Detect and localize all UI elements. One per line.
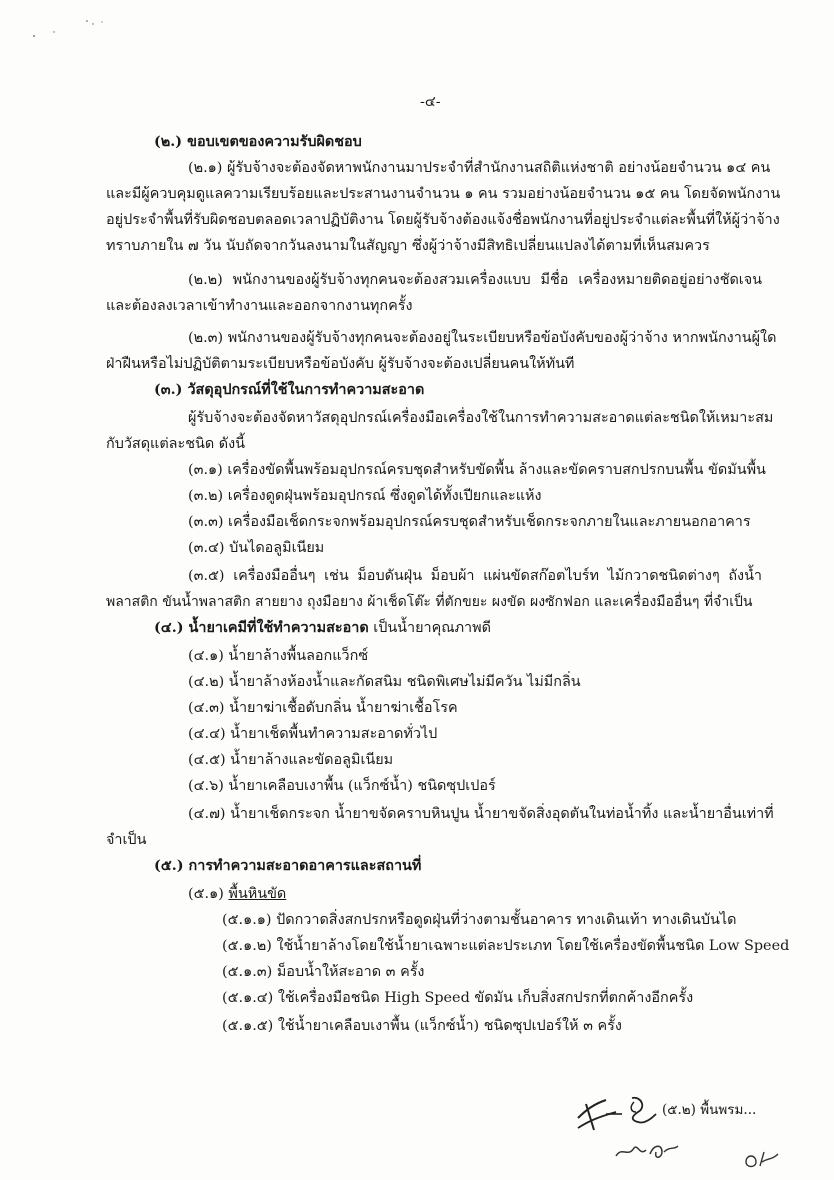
s5-item-5: (๕.๑.๕) ใช้น้ำยาเคลือบเงาพื้น (แว็กซ์น้ำ) ชนิดซุปเปอร์ให้ ๓ ครั้ง [222, 1018, 622, 1034]
s2-p2-line2: และต้องลงเวลาเข้าทำงานและออกจากงานทุกครั้ง [106, 298, 413, 314]
section-2-heading: (๒.) ขอบเขตของความรับผิดชอบ [154, 133, 362, 150]
section-3-heading: (๓.) วัสดุอุปกรณ์ที่ใช้ในการทำความสะอาด [154, 381, 425, 398]
s3-item-5-line1: (๓.๕) เครื่องมืออื่นๆ เช่น ม็อบดันฝุ่น ม็อบผ้า แผ่นขัดสก๊อตไบร์ท ไม้กวาดชนิดต่างๆ ถังน้ำ [188, 568, 762, 584]
section-4-heading-row [154, 618, 491, 638]
s3-intro-line1: ผู้รับจ้างจะต้องจัดหาวัสดุอุปกรณ์เครื่องมือเครื่องใช้ในการทำความสะอาดแต่ละชนิดให้เหมาะสม [188, 410, 774, 426]
continuation-text: (๕.๒) พื้นพรม... [662, 1102, 757, 1118]
s5-sub1-number: (๕.๑) [188, 886, 224, 902]
section-5-heading: (๕.) การทำความสะอาดอาคารและสถานที่ [154, 857, 422, 874]
scan-specks [32, 18, 112, 48]
section-4-heading: (๔.) น้ำยาเคมีที่ใช้ทำความสะอาด [154, 619, 369, 636]
s2-p1-line1: (๒.๑) ผู้รับจ้างจะต้องจัดหาพนักงานมาประจำที่สำนักงานสถิติแห่งชาติ อย่างน้อยจำนวน ๑๔ คน [188, 160, 771, 176]
handwritten-initials [612, 1136, 692, 1166]
s4-item-4: (๔.๔) น้ำยาเช็ดพื้นทำความสะอาดทั่วไป [188, 726, 438, 742]
s5-item-3: (๕.๑.๓) ม็อบน้ำให้สะอาด ๓ ครั้ง [222, 964, 425, 980]
s3-item-2: (๓.๒) เครื่องดูดฝุ่นพร้อมอุปกรณ์ ซึ่งดูดได้ทั้งเปียกและแห้ง [188, 488, 542, 504]
s4-item-5: (๔.๕) น้ำยาล้างและขัดอลูมิเนียม [188, 752, 394, 768]
s4-item-6: (๔.๖) น้ำยาเคลือบเงาพื้น (แว็กซ์น้ำ) ชนิดซุปเปอร์ [188, 778, 496, 794]
s5-item-4: (๕.๑.๔) ใช้เครื่องมือชนิด High Speed ขัดมัน เก็บสิ่งสกปรกที่ตกค้างอีกครั้ง [222, 990, 694, 1006]
handwritten-mark [742, 1148, 782, 1172]
s5-item-1: (๕.๑.๑) ปัดกวาดสิ่งสกปรกหรือดูดฝุ่นที่ว่างตามชั้นอาคาร ทางเดินเท้า ทางเดินบันได [222, 912, 737, 928]
s2-p3-line2: ฝ่าฝืนหรือไม่ปฏิบัติตามระเบียบหรือข้อบังคับ ผู้รับจ้างจะต้องเปลี่ยนคนให้ทันที [106, 356, 575, 372]
s3-item-5-line2: พลาสติก ขันน้ำพลาสติก สายยาง ถุงมือยาง ผ้าเช็ดโต๊ะ ที่ตักขยะ ผงขัด ผงซักฟอก และเครื่องมืออื่นๆ ที่จำเป็น [106, 594, 753, 610]
s2-p2-line1: (๒.๒) พนักงานของผู้รับจ้างทุกคนจะต้องสวมเครื่องแบบ มีชื่อ เครื่องหมายติดอยู่อย่างชัดเจน [188, 272, 762, 288]
s4-item-7-line1: (๔.๗) น้ำยาเช็ดกระจก น้ำยาขจัดคราบหินปูน น้ำยาขจัดสิ่งอุดตันในท่อน้ำทิ้ง และน้ำยาอื่นเท่าที่ [188, 806, 774, 822]
s3-item-4: (๓.๔) บันไดอลูมิเนียม [188, 540, 325, 556]
s5-sub1-title: พื้นหินขัด [228, 886, 287, 902]
s5-sub1-row [188, 884, 286, 904]
s5-item-2: (๕.๑.๒) ใช้น้ำยาล้างโดยใช้น้ำยาเฉพาะแต่ละประเภท โดยใช้เครื่องขัดพื้นชนิด Low Speed [222, 938, 790, 954]
s3-intro-line2: กับวัสดุแต่ละชนิด ดังนี้ [106, 436, 245, 452]
handwritten-signature-1 [572, 1090, 662, 1140]
s2-p1-line2: และมีผู้ควบคุมดูแลความเรียบร้อยและประสานงานจำนวน ๑ คน รวมอย่างน้อยจำนวน ๑๕ คน โดยจัดพนักงาน [106, 186, 781, 202]
s2-p1-line3: อยู่ประจำพื้นที่รับผิดชอบตลอดเวลาปฏิบัติงาน โดยผู้รับจ้างต้องแจ้งชื่อพนักงานที่อยู่ประจำแต่ละพื้นที่ให้ผู้ว่าจ้าง [106, 212, 780, 228]
s4-item-3: (๔.๓) น้ำยาฆ่าเชื้อดับกลิ่น น้ำยาฆ่าเชื้อโรค [188, 700, 458, 716]
s2-p3-line1: (๒.๓) พนักงานของผู้รับจ้างทุกคนจะต้องอยู่ในระเบียบหรือข้อบังคับของผู้ว่าจ้าง หากพนักงานผู้ใด [188, 330, 777, 346]
s3-item-3: (๓.๓) เครื่องมือเช็ดกระจกพร้อมอุปกรณ์ครบชุดสำหรับเช็ดกระจกภายในและภายนอกอาคาร [188, 514, 751, 530]
s4-item-7-line2: จำเป็น [106, 832, 147, 848]
page-number: -๔- [420, 94, 441, 110]
s2-p1-line4: ทราบภายใน ๗ วัน นับถัดจากวันลงนามในสัญญา ซึ่งผู้ว่าจ้างมีสิทธิเปลี่ยนแปลงได้ตามที่เห็นสมควร [106, 238, 710, 254]
s4-item-1: (๔.๑) น้ำยาล้างพื้นลอกแว็กซ์ [188, 648, 369, 664]
s4-item-2: (๔.๒) น้ำยาล้างห้องน้ำและกัดสนิม ชนิดพิเศษไม่มีควัน ไม่มีกลิ่น [188, 674, 581, 690]
s3-item-1: (๓.๑) เครื่องขัดพื้นพร้อมอุปกรณ์ครบชุดสำหรับขัดพื้น ล้างและขัดคราบสกปรกบนพื้น ขัดมันพื้น [188, 462, 766, 478]
section-4-heading-tail: เป็นน้ำยาคุณภาพดี [368, 620, 491, 636]
